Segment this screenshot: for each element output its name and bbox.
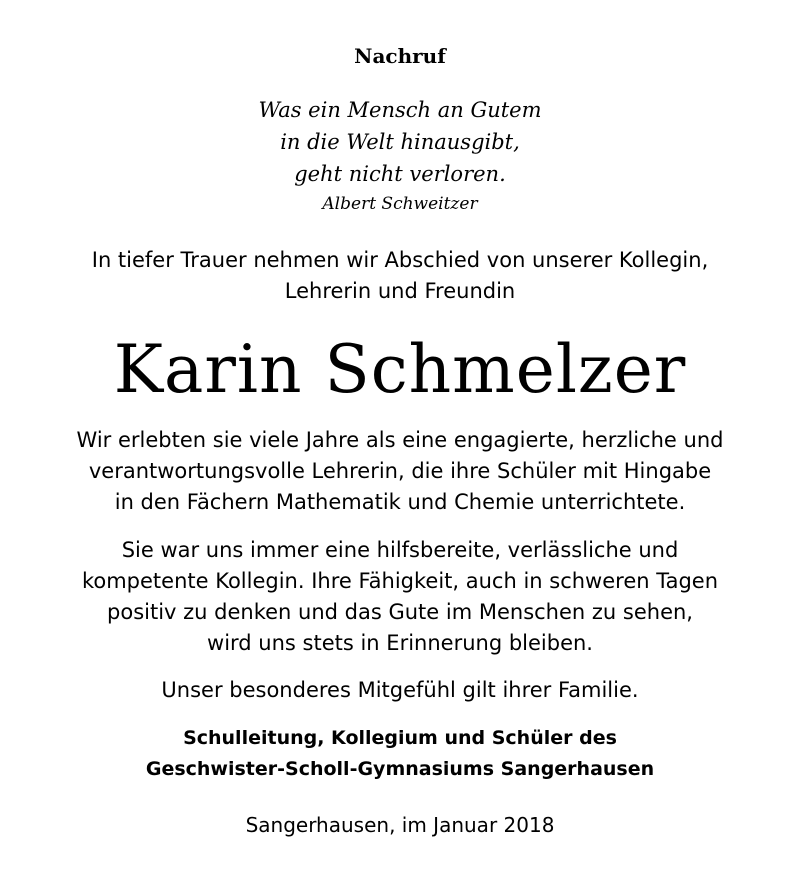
- condolence-paragraph: [0, 675, 800, 706]
- notice-heading: Nachruf: [354, 44, 446, 68]
- intro-text: [0, 245, 800, 307]
- deceased-name: Karin Schmelzer: [113, 331, 687, 408]
- intro-line: Lehrerin und Freundin: [284, 279, 516, 303]
- quote-line: geht nicht verloren.: [294, 162, 506, 186]
- paragraph-line: Sie war uns immer eine hilfsbereite, verlässliche und: [121, 538, 679, 562]
- paragraph-line: in den Fächern Mathematik und Chemie unterrichtete.: [114, 490, 686, 514]
- paragraph-line: kompetente Kollegin. Ihre Fähigkeit, auch in schweren Tagen: [81, 569, 719, 593]
- quote-line: in die Welt hinausgibt,: [280, 130, 520, 154]
- signers-block: [0, 723, 800, 785]
- paragraph-line: wird uns stets in Erinnerung bleiben.: [207, 631, 593, 655]
- signer-line: Geschwister-Scholl-Gymnasiums Sangerhausen: [145, 758, 655, 780]
- intro-line: In tiefer Trauer nehmen wir Abschied von unserer Kollegin,: [91, 248, 709, 272]
- quote-block: [0, 94, 800, 218]
- paragraph-line: Unser besonderes Mitgefühl gilt ihrer Familie.: [161, 678, 639, 702]
- paragraph-line: positiv zu denken und das Gute im Menschen zu sehen,: [107, 600, 693, 624]
- place-date: Sangerhausen, im Januar 2018: [245, 813, 555, 837]
- paragraph-line: Wir erlebten sie viele Jahre als eine engagierte, herzliche und: [76, 428, 724, 452]
- tribute-paragraph-2: [0, 535, 800, 659]
- quote-line: Was ein Mensch an Gutem: [258, 98, 542, 122]
- quote-author: Albert Schweitzer: [322, 194, 478, 214]
- paragraph-line: verantwortungsvolle Lehrerin, die ihre Schüler mit Hingabe: [88, 459, 712, 483]
- signer-line: Schulleitung, Kollegium und Schüler des: [183, 727, 617, 749]
- tribute-paragraph-1: [0, 425, 800, 518]
